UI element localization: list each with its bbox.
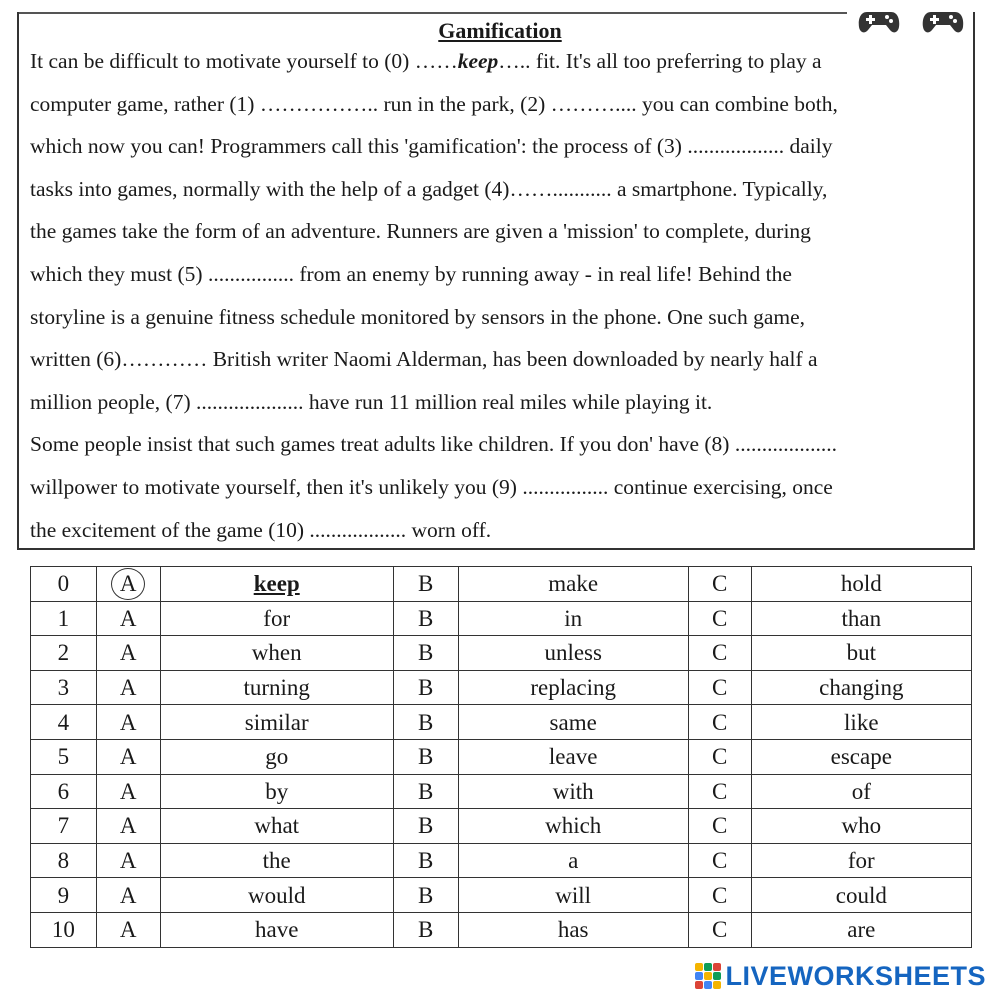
letter-c [688, 601, 751, 636]
letter-c-text: C [712, 744, 728, 770]
passage-text [30, 44, 965, 555]
letter-b-text: B [418, 917, 434, 943]
letter-c [688, 636, 751, 671]
brand-name: LIVEWORKSHEETS [725, 960, 986, 991]
letter-c-text: C [712, 848, 728, 874]
option-a-text: when [251, 640, 302, 666]
option-c-text: hold [840, 571, 882, 597]
passage-line: Some people insist that such games treat adults like children. If you don' have (8) ................... [30, 432, 837, 457]
letter-c-text: C [712, 813, 728, 839]
option-c-text: but [846, 640, 876, 666]
letter-c-text: C [712, 605, 728, 631]
option-a-text: the [262, 848, 291, 874]
option-b-text: which [545, 813, 602, 839]
option-c-text: are [847, 917, 876, 943]
option-c[interactable] [751, 705, 971, 740]
option-b-text: replacing [530, 675, 616, 701]
question-number [31, 705, 97, 740]
letter-b [393, 809, 458, 844]
option-b-text: will [555, 882, 592, 908]
option-b-text: make [548, 571, 599, 597]
option-a-text: by [265, 778, 289, 804]
option-a-text: keep [253, 571, 300, 597]
letter-b [393, 739, 458, 774]
example-answer: keep [457, 49, 499, 73]
question-number-text: 6 [57, 778, 70, 804]
option-c-text: escape [830, 744, 892, 770]
option-c[interactable] [751, 636, 971, 671]
question-number-text: 5 [57, 744, 70, 770]
option-c-text: could [835, 882, 887, 908]
option-a-text: for [263, 605, 291, 631]
table-row [31, 739, 972, 774]
letter-a [96, 809, 160, 844]
option-b[interactable] [458, 705, 688, 740]
letter-c [688, 670, 751, 705]
option-b[interactable] [458, 670, 688, 705]
question-number-text: 10 [51, 917, 75, 943]
letter-a [96, 670, 160, 705]
letter-c [688, 739, 751, 774]
table-row [31, 912, 972, 947]
letter-a [96, 878, 160, 913]
letter-a-text: A [119, 709, 137, 735]
letter-a-text: A [119, 744, 137, 770]
question-number-text: 1 [57, 605, 70, 631]
option-b-text: same [549, 709, 597, 735]
question-number [31, 601, 97, 636]
letter-a-text: A [119, 605, 137, 631]
letter-c-text: C [712, 882, 728, 908]
passage-line: which now you can! Programmers call this 'gamification': the process of (3) .................. daily [30, 134, 833, 159]
passage-line: the games take the form of an adventure. Runners are given a 'mission' to complete, during [30, 219, 811, 244]
passage-line: tasks into games, normally with the help of a gadget (4)……........... a smartphone. Typically, [30, 176, 828, 201]
passage-line: computer game, rather (1) …………….. run in the park, (2) ……….... you can combine both, [30, 91, 838, 116]
letter-a-text: A [119, 848, 137, 874]
letter-b [393, 705, 458, 740]
option-b-text: has [557, 917, 589, 943]
letter-c-text: C [712, 571, 728, 597]
letter-c-text: C [712, 675, 728, 701]
letter-a-text: A [119, 675, 137, 701]
option-a[interactable] [160, 567, 393, 602]
option-a[interactable] [160, 670, 393, 705]
option-b-text: a [568, 848, 579, 874]
question-number [31, 912, 97, 947]
letter-b-text: B [418, 882, 434, 908]
question-number [31, 670, 97, 705]
letter-b-text: B [418, 571, 434, 597]
options-table [30, 566, 972, 948]
worksheet-title: Gamification [438, 18, 562, 43]
option-c[interactable] [751, 739, 971, 774]
question-number [31, 567, 97, 602]
letter-a [96, 739, 160, 774]
option-a[interactable] [160, 739, 393, 774]
option-a[interactable] [160, 809, 393, 844]
option-a-text: what [254, 813, 300, 839]
table-row [31, 843, 972, 878]
option-a-text: would [247, 882, 306, 908]
table-row [31, 878, 972, 913]
option-b[interactable] [458, 601, 688, 636]
letter-a [96, 843, 160, 878]
option-c-text: changing [819, 675, 904, 701]
option-c[interactable] [751, 601, 971, 636]
table-row [31, 567, 972, 602]
option-c-text: for [847, 848, 875, 874]
line-text: ….. fit. It's all too preferring to play a [498, 49, 822, 73]
option-b-text: unless [544, 640, 602, 666]
letter-b [393, 670, 458, 705]
option-b-text: with [552, 778, 594, 804]
option-b[interactable] [458, 809, 688, 844]
letter-c [688, 705, 751, 740]
question-number-text: 3 [57, 675, 70, 701]
question-number-text: 8 [57, 848, 70, 874]
letter-b-text: B [418, 709, 434, 735]
letter-c-text: C [712, 917, 728, 943]
letter-a-text: A [119, 640, 137, 666]
option-a-text: have [255, 917, 299, 943]
letter-b [393, 912, 458, 947]
question-number-text: 7 [57, 813, 70, 839]
table-row [31, 670, 972, 705]
letter-b [393, 636, 458, 671]
passage-line: million people, (7) .................... have run 11 million real miles while playing it. [30, 389, 713, 414]
letter-a-text: A [111, 568, 145, 600]
letter-b-text: B [418, 778, 434, 804]
letter-a [96, 774, 160, 809]
option-c-text: like [844, 709, 879, 735]
letter-a [96, 705, 160, 740]
option-a[interactable] [160, 601, 393, 636]
letter-c [688, 567, 751, 602]
question-number-text: 2 [57, 640, 70, 666]
option-b[interactable] [458, 636, 688, 671]
letter-a [96, 567, 160, 602]
question-number [31, 809, 97, 844]
table-row [31, 636, 972, 671]
letter-a [96, 636, 160, 671]
question-number [31, 636, 97, 671]
letter-a-text: A [119, 917, 137, 943]
option-a[interactable] [160, 636, 393, 671]
letter-a-text: A [119, 813, 137, 839]
letter-c [688, 878, 751, 913]
option-a-text: turning [243, 675, 310, 701]
question-number-text: 0 [57, 571, 70, 597]
letter-c-text: C [712, 709, 728, 735]
option-b[interactable] [458, 774, 688, 809]
letter-b-text: B [418, 675, 434, 701]
passage-line: the excitement of the game (10) .................. worn off. [30, 517, 492, 542]
option-c-text: than [841, 605, 882, 631]
letter-a-text: A [119, 778, 137, 804]
question-number [31, 774, 97, 809]
option-a[interactable] [160, 774, 393, 809]
letter-c [688, 843, 751, 878]
option-a[interactable] [160, 843, 393, 878]
option-b-text: leave [548, 744, 598, 770]
letter-b-text: B [418, 605, 434, 631]
question-number-text: 4 [57, 709, 70, 735]
table-row [31, 774, 972, 809]
line-text: It can be difficult to motivate yourself to (0) …… [30, 49, 458, 73]
liveworksheets-logo [695, 962, 986, 990]
option-c[interactable] [751, 878, 971, 913]
option-b-text: in [564, 605, 583, 631]
passage-line: which they must (5) ................ from an enemy by running away - in real life! Behind the [30, 261, 792, 286]
passage-line: storyline is a genuine fitness schedule monitored by sensors in the phone. One such game, [30, 304, 806, 329]
option-c[interactable] [751, 843, 971, 878]
letter-b [393, 567, 458, 602]
option-b[interactable] [458, 843, 688, 878]
logo-mark-icon [695, 963, 721, 989]
table-row [31, 705, 972, 740]
letter-b-text: B [418, 813, 434, 839]
table-row [31, 601, 972, 636]
passage-line: written (6)………… British writer Naomi Alderman, has been downloaded by nearly half a [30, 347, 818, 372]
letter-b-text: B [418, 848, 434, 874]
option-b[interactable] [458, 878, 688, 913]
letter-b [393, 774, 458, 809]
option-c[interactable] [751, 670, 971, 705]
option-b[interactable] [458, 912, 688, 947]
passage-line: willpower to motivate yourself, then it's unlikely you (9) ................ continue exercising, once [30, 474, 833, 499]
option-c[interactable] [751, 567, 971, 602]
letter-c [688, 774, 751, 809]
option-c-text: who [841, 813, 882, 839]
question-number [31, 878, 97, 913]
letter-c [688, 912, 751, 947]
table-row [31, 809, 972, 844]
letter-c-text: C [712, 640, 728, 666]
option-a[interactable] [160, 878, 393, 913]
letter-b [393, 878, 458, 913]
option-c[interactable] [751, 809, 971, 844]
letter-a [96, 912, 160, 947]
letter-b [393, 843, 458, 878]
letter-a-text: A [119, 882, 137, 908]
question-number-text: 9 [57, 882, 70, 908]
question-number [31, 739, 97, 774]
letter-b-text: B [418, 744, 434, 770]
letter-b-text: B [418, 640, 434, 666]
option-c[interactable] [751, 774, 971, 809]
option-c[interactable] [751, 912, 971, 947]
letter-b [393, 601, 458, 636]
question-number [31, 843, 97, 878]
option-a[interactable] [160, 705, 393, 740]
letter-a [96, 601, 160, 636]
option-a[interactable] [160, 912, 393, 947]
option-a-text: similar [244, 709, 309, 735]
option-a-text: go [265, 744, 289, 770]
passage-line [30, 44, 965, 87]
option-b[interactable] [458, 739, 688, 774]
option-b[interactable] [458, 567, 688, 602]
option-c-text: of [851, 778, 871, 804]
letter-c [688, 809, 751, 844]
letter-c-text: C [712, 778, 728, 804]
